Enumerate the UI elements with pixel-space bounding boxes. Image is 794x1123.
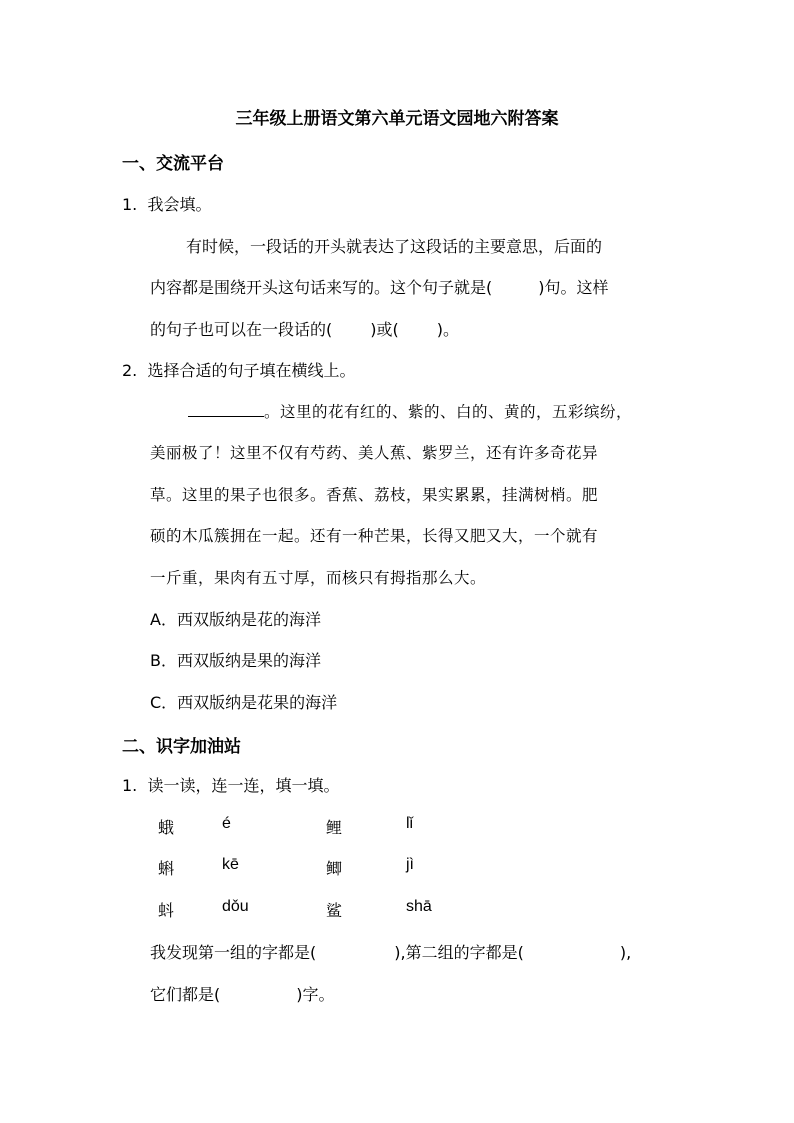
option-b[interactable]: B．西双版纳是果的海洋 xyxy=(150,651,321,670)
question-1-prompt xyxy=(122,773,339,796)
paragraph-line: 有时候，一段话的开头就表达了这段话的主要意思，后面的 xyxy=(186,237,603,256)
pinyin-item: kē xyxy=(222,856,239,873)
passage-line-with-underline xyxy=(188,400,632,422)
question-text: 选择合适的句子填在横线上。 xyxy=(147,361,356,380)
answer-underline[interactable] xyxy=(188,402,264,417)
option-a[interactable]: A．西双版纳是花的海洋 xyxy=(150,610,321,629)
char-item: 鲤 xyxy=(326,818,343,837)
text-fragment: 我发现第一组的字都是( xyxy=(150,943,317,962)
section-heading-exchange-platform: 一、交流平台 xyxy=(122,154,224,174)
document-title: 三年级上册语文第六单元语文园地六附答案 xyxy=(235,109,559,129)
char-item: 蚪 xyxy=(158,901,175,920)
pinyin-item: jì xyxy=(406,856,414,873)
paragraph-line-with-blanks xyxy=(150,317,459,340)
question-number: 2. xyxy=(122,361,138,380)
fill-line-with-blanks xyxy=(150,940,631,963)
question-number: 1. xyxy=(122,195,138,214)
char-item: 蛾 xyxy=(158,818,175,837)
pinyin-item: dǒu xyxy=(222,898,249,915)
paragraph-line-with-blank xyxy=(150,275,609,298)
char-item: 蝌 xyxy=(158,859,175,878)
question-2-prompt xyxy=(122,358,355,381)
text-fragment: ),第二组的字都是( xyxy=(394,943,524,962)
text-fragment: )字。 xyxy=(296,985,335,1004)
pinyin-item: lǐ xyxy=(406,815,414,832)
pinyin-item: shā xyxy=(406,898,432,915)
fill-line-with-blank xyxy=(150,982,335,1005)
section-heading-literacy-station: 二、识字加油站 xyxy=(122,737,241,757)
question-text: 读一读，连一连，填一填。 xyxy=(147,776,340,795)
text-fragment: 的句子也可以在一段话的( xyxy=(150,320,333,339)
text-fragment: ), xyxy=(619,943,632,962)
pinyin-item: é xyxy=(222,815,231,832)
text-fragment: 。这里的花有红的、紫的、白的、黄的，五彩缤纷， xyxy=(264,403,633,421)
passage-line: 草。这里的果子也很多。香蕉、荔枝，果实累累，挂满树梢。肥 xyxy=(150,486,599,504)
char-item: 鲨 xyxy=(326,901,343,920)
passage-line: 硕的木瓜簇拥在一起。还有一种芒果，长得又肥又大，一个就有 xyxy=(150,527,599,545)
text-fragment: 它们都是( xyxy=(150,985,221,1004)
text-fragment: 内容都是围绕开头这句话来写的。这个句子就是( xyxy=(150,278,493,297)
text-fragment: )句。这样 xyxy=(538,278,609,297)
question-1-prompt xyxy=(122,192,211,215)
text-fragment: )或( xyxy=(370,320,399,339)
char-item: 鲫 xyxy=(326,859,343,878)
passage-line: 一斤重，果肉有五寸厚，而核只有拇指那么大。 xyxy=(150,569,487,587)
question-number: 1. xyxy=(122,776,138,795)
question-text: 我会填。 xyxy=(147,195,212,214)
text-fragment: )。 xyxy=(436,320,459,339)
passage-line: 美丽极了！这里不仅有芍药、美人蕉、紫罗兰，还有许多奇花异 xyxy=(150,444,599,462)
option-c[interactable]: C．西双版纳是花果的海洋 xyxy=(150,693,338,712)
